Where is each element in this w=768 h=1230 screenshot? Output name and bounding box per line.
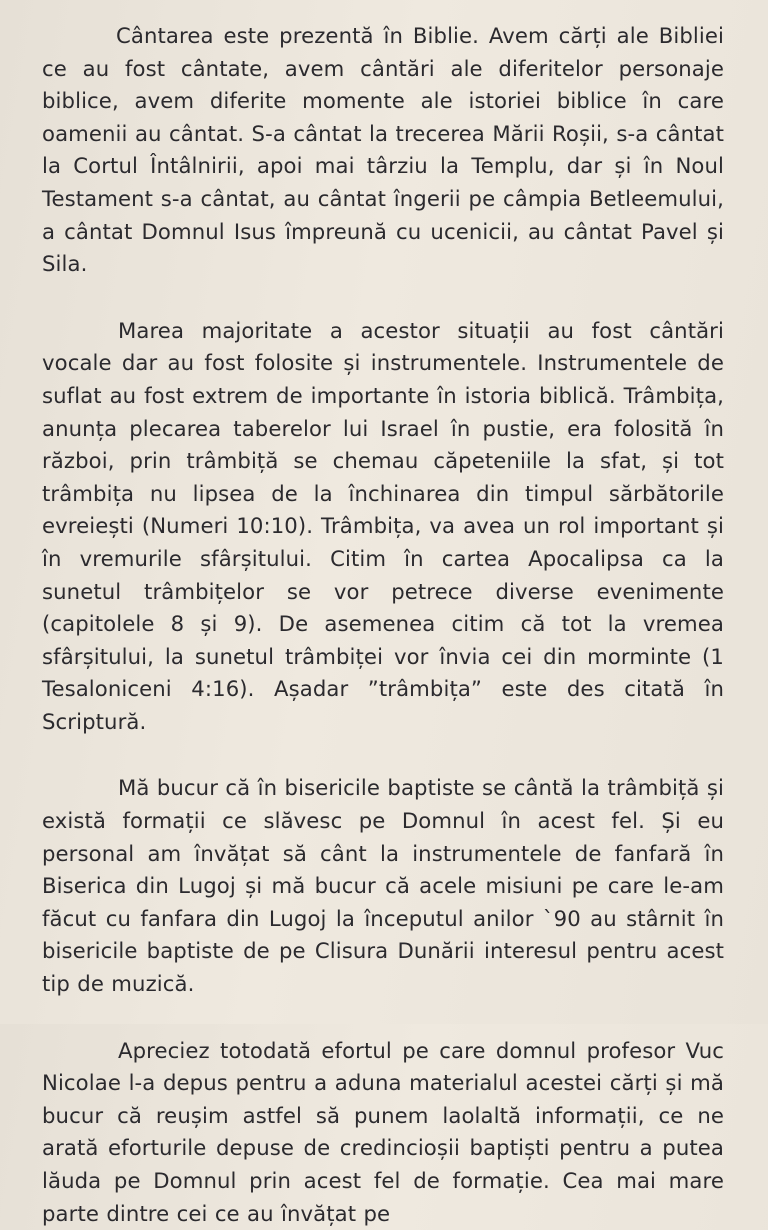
paragraph-appreciation: Apreciez totodată efortul pe care domnul profesor Vuc Nicolae l-a depus pentru a aduna materialul acestei cărți și mă bucur că reușim astfel să punem laolaltă informații, ce ne arată eforturile depuse de credincioșii baptiști pentru a putea lăuda pe Domnul prin acest fel de formație. Cea mai mare parte dintre cei ce au învățat pe	[42, 1037, 724, 1226]
paragraph-instruments-trumpet: Marea majoritate a acestor situații au fost cântări vocale dar au fost folosite și instrumentele. Instrumentele de suflat au fost extrem de importante în istoria biblică. Trâmbița, anunța plecarea taberelor lui Israel în pustie, era folosită în război, prin trâmbiță se chemau căpeteniile la sfat, și tot trâmbița nu lipsea de la închinarea din timpul sărbătorile evreiești (Numeri 10:10). Trâmbița, va avea un rol important și în vremurile sfârșitului. Citim în cartea Apocalipsa ca la sunetul trâmbițelor se vor petrece diverse evenimente (capitolele 8 și 9). De asemenea citim că tot la vremea sfârșitului, la sunetul trâmbiței vor învia cei din morminte (1 Tesaloniceni 4:16). Așadar ”trâmbița” este des citată în Scriptură.	[42, 317, 724, 734]
paragraph-singing-in-bible: Cântarea este prezentă în Biblie. Avem cărți ale Bibliei ce au fost cântate, avem cântări ale diferitelor personaje biblice, avem diferite momente ale istoriei biblice în care oamenii au cântat. S-a cântat la trecerea Mării Roșii, s-a cântat la Cortul Întâlnirii, apoi mai târziu la Templu, dar și în Noul Testament s-a cântat, au cântat îngerii pe câmpia Betleemului, a cântat Domnul Isus împreună cu ucenicii, au cântat Pavel și Sila.	[42, 23, 724, 277]
paragraph-baptist-brass-bands: Mă bucur că în bisericile baptiste se cântă la trâmbiță și există formații ce slăvesc pe Domnul în acest fel. Și eu personal am învățat să cânt la instrumentele de fanfară în Biserica din Lugoj și mă bucur că acele misiuni pe care le-am făcut cu fanfara din Lugoj la începutul anilor `90 au stârnit în bisericile baptiste de pe Clisura Dunării interesul pentru acest tip de muzică.	[42, 775, 724, 997]
